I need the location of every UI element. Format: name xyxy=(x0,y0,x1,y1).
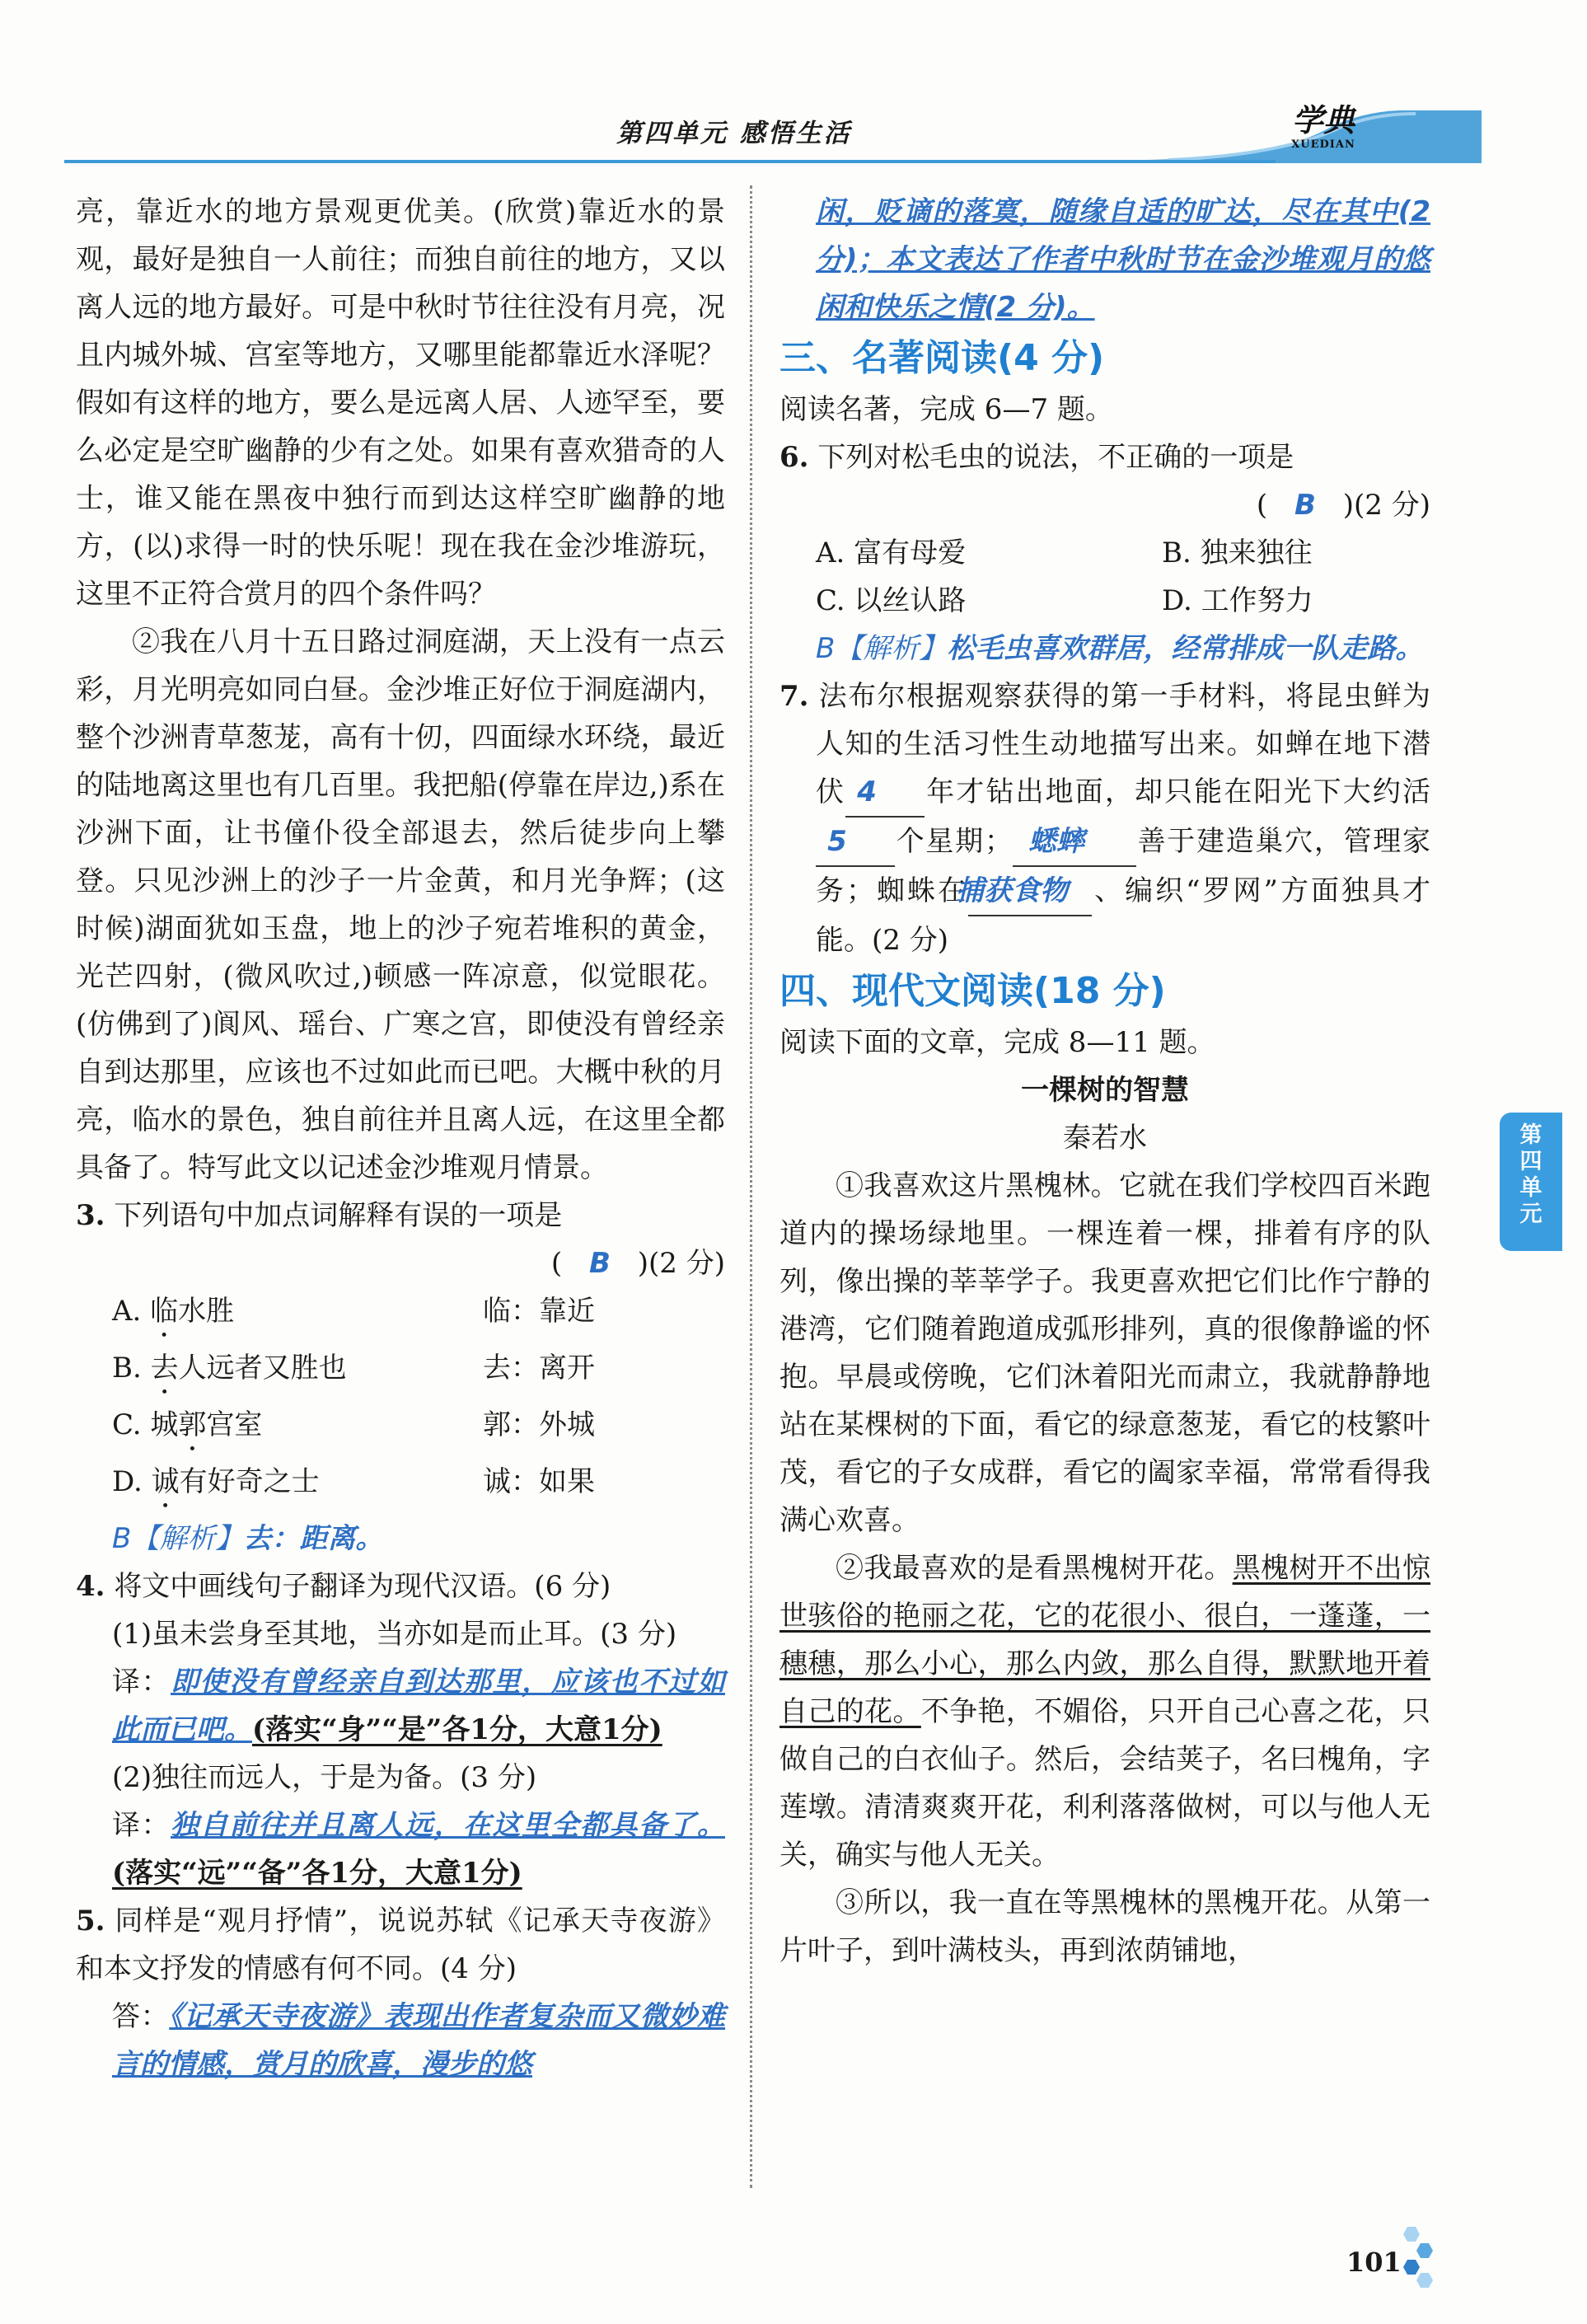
option-d: D. 诚有好奇之士 xyxy=(112,1465,320,1498)
right-column xyxy=(779,188,1430,1975)
question-6: 6. 下列对松毛虫的说法，不正确的一项是 ( B )(2 分) A. 富有母爱 B. 独来独往 C. 以丝认路 D. 工作努力 B【解析】松毛虫喜欢群居，经常排成一队走路。 xyxy=(779,433,1430,672)
page-header xyxy=(64,97,1416,163)
answer-1: 译：即使没有曾经亲自到达那里，应该也不过如此而已吧。(落实“身”“是”各1分，大意1分) xyxy=(112,1666,725,1746)
tab-label: 第四单元 xyxy=(1519,1122,1543,1227)
option-b: B. 独来独往 xyxy=(1162,536,1313,569)
column-divider xyxy=(750,185,752,2188)
passage-paragraph: ②我在八月十五日路过洞庭湖，天上没有一点云彩，月光明亮如同白昼。金沙堆正好位于洞庭湖内，整个沙洲青草葱茏，高有十仞，四面绿水环绕，最近的陆地离这里也有几百里。我把船(停靠在岸边,)系在沙洲下面，让书僮仆役全部退去，然后徒步向上攀登。只见沙洲上的沙子一片金黄，和月光争辉；(这时候)湖面犹如玉盘，地上的沙子宛若堆积的黄金，光芒四射，(微风吹过,)顿感一阵凉意，似觉眼花。(仿佛到了)阆风、瑶台、广寒之宫，即使没有曾经亲自到达那里，应该也不过如此而已吧。大概中秋的月亮，临水的景色，独自前往并且离人远，在这里全都具备了。特写此文以记述金沙堆观月情景。 xyxy=(76,626,725,1184)
unit-title: 第四单元 感悟生活 xyxy=(616,119,852,148)
option-b-gloss: 去：离开 xyxy=(483,1352,595,1385)
answer-choice: B xyxy=(1294,489,1316,522)
logo-subtext: XUEDIAN xyxy=(1291,138,1355,151)
analysis: B【解析】去：距离。 xyxy=(112,1522,384,1555)
answer: 答：《记承天寺夜游》表现出作者复杂而又微妙难言的情感，赏月的欣喜，漫步的悠 xyxy=(112,2000,726,2081)
question-stem: 同样是“观月抒情”，说说苏轼《记承天寺夜游》和本文抒发的情感有何不同。(4 分) xyxy=(76,1905,726,1985)
option-c: C. 城郭宫室 xyxy=(112,1408,263,1441)
question-5 xyxy=(76,1897,725,2088)
fill-blank: 5 xyxy=(816,818,895,867)
options-list xyxy=(779,529,1430,625)
question-stem: 将文中画线句子翻译为现代汉语。(6 分) xyxy=(114,1570,611,1603)
sentence-2: (2)独往而远人，于是为备。(3 分) xyxy=(112,1761,537,1794)
fill-blank: 蟋蟀 xyxy=(1013,818,1136,867)
question-number: 3. xyxy=(76,1199,105,1232)
answer-choice: B xyxy=(588,1247,611,1280)
option-a-gloss: 临：靠近 xyxy=(483,1295,595,1328)
points: )(2 分) xyxy=(637,1247,725,1280)
passage-paragraph: 亮，靠近水的地方景观更优美。(欣赏)靠近水的景观，最好是独自一人前往；而独自前往的地方，又以离人远的地方最好。可是中秋时节往往没有月亮，况且内城外城、宫室等地方，又哪里能都靠近水泽呢？假如有这样的地方，要么是远离人居、人迹罕至，要么必定是空旷幽静的少有之处。如果有喜欢猎奇的人士，谁又能在黑夜中独行而到达这样空旷幽静的地方，(以)求得一时的快乐呢！现在我在金沙堆游玩，这里不正符合赏月的四个条件吗？ xyxy=(76,195,725,611)
option-d-gloss: 诚：如果 xyxy=(483,1465,595,1498)
points: )(2 分) xyxy=(1342,489,1430,522)
section-intro: 阅读下面的文章，完成 8—11 题。 xyxy=(779,1026,1215,1059)
unit-side-tab[interactable] xyxy=(1500,1113,1562,1251)
question-4 xyxy=(76,1563,725,1897)
option-c-gloss: 郭：外城 xyxy=(483,1408,595,1441)
publisher-logo xyxy=(1271,102,1376,158)
article-author: 秦若水 xyxy=(1063,1122,1147,1155)
option-c: C. 以丝认路 xyxy=(816,584,967,617)
fill-blank: 4 xyxy=(845,768,925,818)
section-3-heading: 三、名著阅读(4 分) xyxy=(779,337,1105,379)
question-3: 3. 下列语句中加点词解释有误的一项是 ( B )(2 分) A. 临水胜 临：靠近 B. 去人远者又胜也 去：离开 C. 城郭宫室 郭：外城 D. 诚有好奇之士 诚：如果 B【解析】去：距离。 xyxy=(76,1192,725,1563)
question-stem: 下列语句中加点词解释有误的一项是 xyxy=(114,1199,563,1232)
article-paragraph: ②我最喜欢的是看黑槐树开花。黑槐树开不出惊世骇俗的艳丽之花，它的花很小、很白，一蓬蓬，一穗穗，那么小心，那么内敛，那么自得，默默地开着自己的花。不争艳，不媚俗，只开自己心喜之花，只做自己的白衣仙子。然后，会结荚子，名曰槐角，字莲墩。清清爽爽开花，利利落落做树，可以与他人无关，确实与他人无关。 xyxy=(779,1552,1431,1872)
article-paragraph: ③所以，我一直在等黑槐林的黑槐开花。从第一片叶子，到叶满枝头，再到浓荫铺地， xyxy=(779,1886,1430,1967)
article-paragraph: ①我喜欢这片黑槐林。它就在我们学校四百米跑道内的操场绿地里。一棵连着一棵，排着有序的队列，像出操的莘莘学子。我更喜欢把它们比作宁静的港湾，它们随着跑道成弧形排列，真的很像静谧的怀抱。早晨或傍晚，它们沐着阳光而肃立，我就静静地站在某棵树的下面，看它的绿意葱茏，看它的枝繁叶茂，看它的子女成群，看它的阖家幸福，常常看得我满心欢喜。 xyxy=(779,1169,1430,1537)
answer-2: 译：独自前往并且离人远，在这里全都具备了。(落实“远”“备”各1分，大意1分) xyxy=(112,1809,725,1890)
left-column xyxy=(76,188,725,2088)
option-b: B. 去人远者又胜也 xyxy=(112,1352,347,1385)
header-rule xyxy=(64,160,1276,163)
option-a: A. 临水胜 xyxy=(112,1295,235,1328)
option-a: A. 富有母爱 xyxy=(816,536,967,569)
question-number: 5. xyxy=(76,1905,105,1937)
q5-answer-continued: 闲，贬谪的落寞，随缘自适的旷达，尽在其中(2 分)；本文表达了作者中秋时节在金沙堆观月的悠闲和快乐之情(2 分)。 xyxy=(816,195,1430,324)
sentence-1: (1)虽未尝身至其地，当亦如是而止耳。(3 分) xyxy=(112,1618,677,1651)
underlined-sentence: 黑槐树开不出惊世骇俗的艳丽之花，它的花很小、很白，一蓬蓬，一穗穗，那么小心，那么内敛，那么自得，默默地开着自己的花。 xyxy=(779,1552,1431,1728)
fill-blank: 捕获食物 xyxy=(968,867,1092,916)
analysis: B【解析】松毛虫喜欢群居，经常排成一队走路。 xyxy=(816,632,1424,665)
article-title: 一棵树的智慧 xyxy=(1021,1074,1189,1107)
logo-text: 学典 xyxy=(1291,101,1355,138)
hexagon-decoration xyxy=(1396,2225,1434,2291)
question-stem: 下列对松毛虫的说法，不正确的一项是 xyxy=(817,441,1294,474)
section-4-heading: 四、现代文阅读(18 分) xyxy=(779,970,1166,1012)
question-number: 7. xyxy=(779,680,809,713)
page-number: 101 xyxy=(1346,2247,1402,2278)
options-list xyxy=(76,1287,725,1515)
section-intro: 阅读名著，完成 6—7 题。 xyxy=(779,393,1113,426)
question-number: 4. xyxy=(76,1570,105,1603)
question-7: 7. 法布尔根据观察获得的第一手材料，将昆虫鲜为人知的生活习性生动地描写出来。如蝉在地下潜伏 4 年才钻出地面，却只能在阳光下大约活5 个星期； 蟋蟀 善于建造巢穴，管理家务；蜘蛛在捕获食物 、编织“罗网”方面独具才能。(2 分) xyxy=(779,680,1431,957)
option-d: D. 工作努力 xyxy=(1162,584,1313,617)
question-number: 6. xyxy=(779,441,809,474)
